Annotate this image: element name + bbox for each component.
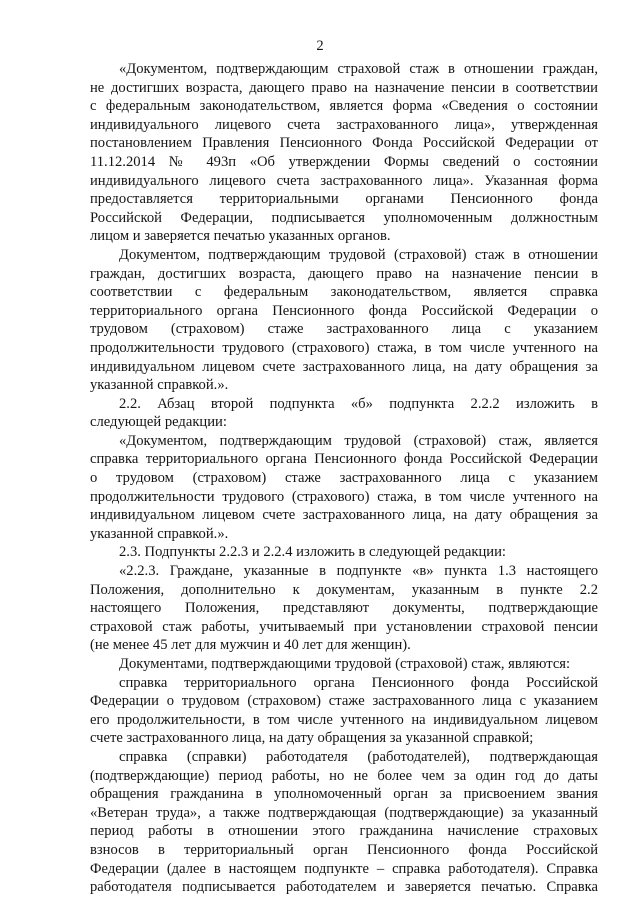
text-line: не достигших возраста, дающего право на назначение пенсии в соответствии: [90, 79, 598, 96]
text-line: граждан, достигших возраста, дающего право на назначение пенсии в: [90, 265, 598, 282]
text-line: работодателя подписывается работодателем и заверяется печатью. Справка: [90, 879, 598, 896]
text-line: 11.12.2014 № 493п «Об утверждении Формы сведений о состоянии: [90, 153, 598, 170]
text-line: (подтверждающие) период работы, но не более чем за один год до даты: [90, 767, 598, 784]
text-line: продолжительности трудового (страхового) стажа, в том числе учтенного на: [90, 488, 598, 505]
text-line: справка территориального органа Пенсионного фонда Российской Федерации: [90, 451, 598, 468]
page-number: 2: [316, 38, 324, 54]
text-line: «Ветеран труда», а также подтверждающая (подтверждающие) за указанный: [90, 804, 598, 821]
text-line: указанной справкой.».: [90, 377, 229, 394]
document-body: [90, 60, 598, 897]
text-line: Документами, подтверждающими трудовой (страховой) стаж, являются:: [119, 656, 571, 672]
text-line: период работы в отношении этого гражданина начисление страховых: [90, 823, 598, 840]
text-line: Положения, дополнительно к документам, указанным в пункте 2.2: [90, 581, 598, 598]
text-line: трудовом (страховом) стаже застрахованного лица с указанием: [90, 321, 598, 338]
text-line: Федерации (далее в настоящем подпункте – справка работодателя). Справка: [90, 860, 598, 877]
text-line: Документом, подтверждающим трудовой (страховой) стаж в отношении: [119, 246, 598, 263]
text-line: предоставляется территориальными органами Пенсионного фонда: [90, 191, 598, 208]
text-line: индивидуального лицевого счета застрахованного лица». Указанная форма: [90, 172, 598, 189]
text-line: с федеральным законодательством, является форма «Сведения о состоянии: [90, 98, 598, 115]
text-line: о трудовом (страховом) стаже застрахованного лица с указанием: [90, 470, 598, 487]
text-line: Российской Федерации, подписывается уполномоченным должностным: [90, 209, 598, 226]
text-line: постановлением Правления Пенсионного Фонда Российской Федерации от: [90, 135, 598, 152]
text-line: (не менее 45 лет для мужчин и 40 лет для женщин).: [90, 637, 411, 654]
text-line: индивидуальном лицевом счете застрахованного лица, на дату обращения за: [90, 507, 598, 524]
text-line: страховой стаж работы, учитываемый при установлении страховой пенсии: [90, 618, 598, 635]
text-line: взносов в территориальный орган Пенсионного фонда Российской: [90, 841, 598, 858]
text-line: «Документом, подтверждающим страховой стаж в отношении граждан,: [119, 61, 598, 77]
text-line: справка (справки) работодателя (работодателей), подтверждающая: [119, 748, 598, 765]
text-line: территориального органа Пенсионного фонда Российской Федерации о: [90, 302, 598, 319]
text-line: справка территориального органа Пенсионного фонда Российской: [119, 674, 598, 691]
text-line: указанной справкой.».: [90, 525, 229, 542]
text-line: «2.2.3. Граждане, указанные в подпункте «в» пункта 1.3 настоящего: [119, 563, 598, 580]
text-line: индивидуального лицевого счета застрахованного лица», утвержденная: [90, 116, 598, 133]
text-line: «Документом, подтверждающим трудовой (страховой) стаж, является: [119, 432, 598, 449]
text-line: его продолжительности, в том числе учтенного на индивидуальном лицевом: [90, 711, 598, 728]
text-line: настоящего Положения, представляют документы, подтверждающие: [90, 600, 598, 617]
text-line: индивидуальном лицевом счете застрахованного лица, на дату обращения за: [90, 358, 598, 375]
text-line: соответствии с федеральным законодательством, является справка: [90, 284, 598, 301]
text-line: Федерации о трудовом (страховом) стаже застрахованного лица с указанием: [90, 693, 598, 710]
text-line: продолжительности трудового (страхового) стажа, в том числе учтенного на: [90, 339, 598, 356]
text-line: 2.2. Абзац второй подпункта «б» подпункта 2.2.2 изложить в: [119, 395, 598, 412]
text-line: лицом и заверяется печатью указанных органов.: [90, 228, 391, 245]
text-line: счете застрахованного лица, на дату обращения за указанной справкой;: [90, 730, 534, 747]
text-line: 2.3. Подпункты 2.2.3 и 2.2.4 изложить в следующей редакции:: [119, 544, 506, 561]
text-line: обращения гражданина в уполномоченный орган за присвоением звания: [90, 786, 598, 803]
text-line: следующей редакции:: [90, 414, 227, 431]
